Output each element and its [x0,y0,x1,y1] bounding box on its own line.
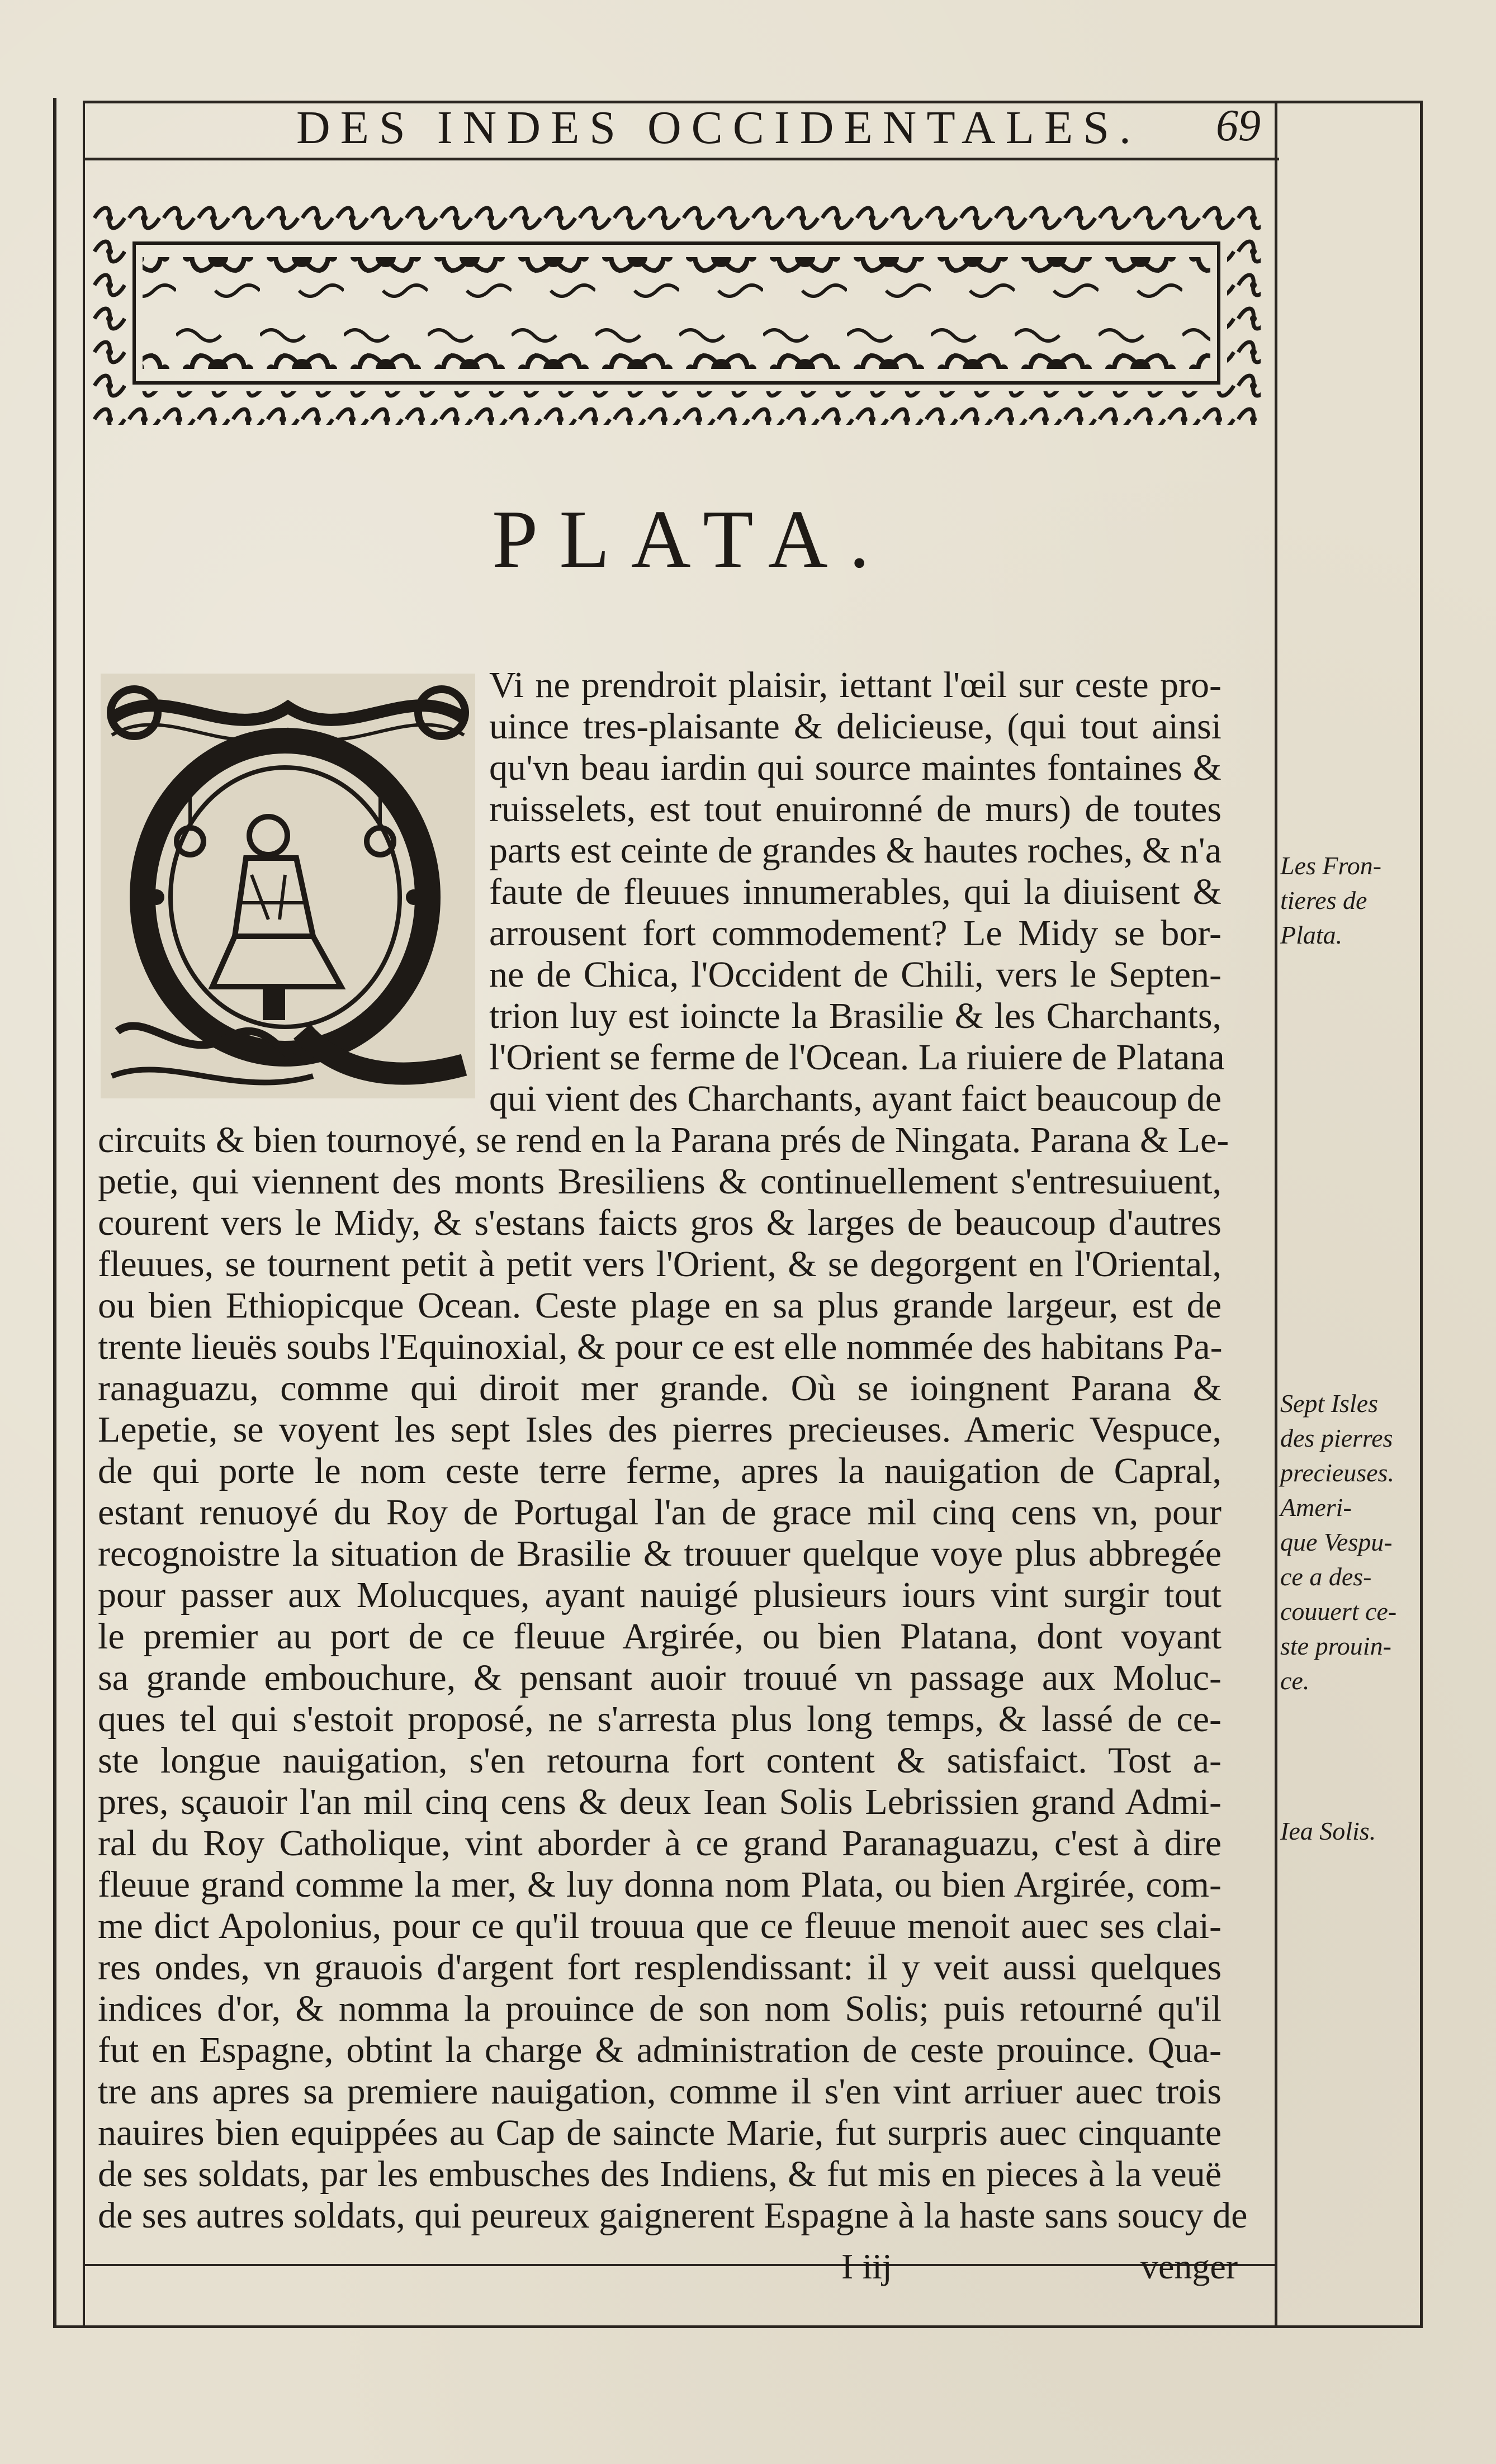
frame-bottom [56,2325,1423,2328]
catchword: venger [1140,2247,1238,2286]
text-line: tre ans apres sa premiere nauigation, comme il s'en vint arriuer auec trois [98,2071,1222,2112]
margin-note-line: Plata. [1280,921,1343,949]
text-line: sa grande embouchure, & pensant auoir trouué vn passage aux Moluc- [98,1657,1222,1698]
margin-note-line: que Vespu- [1280,1528,1393,1556]
text-line: recognoistre la situation de Brasilie & trouuer quelque voye plus abbregée [98,1533,1222,1574]
margin-note-line: Iea Solis. [1280,1817,1376,1845]
margin-note-sept-isles [1280,1386,1396,1698]
footer-rule [84,2264,1277,2266]
text-line: parts est ceinte de grandes & hautes roches, & n'a [489,830,1222,871]
margin-note-line: tieres de [1280,886,1367,914]
margin-note-line: Les Fron- [1280,851,1382,880]
text-line: l'Orient se ferme de l'Ocean. La riuiere de Platana [489,1037,1225,1078]
text-line: uince tres-plaisante & delicieuse, (qui tout ainsi [489,706,1222,747]
text-line: qui vient des Charchants, ayant faict beaucoup de [489,1078,1222,1119]
text-line: ou bien Ethiopicque Ocean. Ceste plage en sa plus grande largeur, est de [98,1285,1222,1326]
text-line: ranaguazu, comme qui diroit mer grande. Où se ioingnent Parana & [98,1368,1222,1409]
text-line: fleuues, se tournent petit à petit vers l'Orient, & se degorgent en l'Oriental, [98,1244,1222,1285]
text-line: courent vers le Midy, & s'estans faicts gros & larges de beaucoup d'autres [98,1202,1222,1243]
margin-note-line: Ameri- [1280,1493,1352,1522]
margin-note-line: precieuses. [1280,1458,1394,1487]
margin-note-solis [1280,1814,1376,1849]
page-number: 69 [1216,101,1261,150]
historiated-initial-q-icon [101,674,475,1098]
text-line: de ses soldats, par les embusches des Indiens, & fut mis en pieces à la veuë [98,2154,1222,2195]
text-line: ne de Chica, l'Occident de Chili, vers le Septen- [489,954,1222,995]
text-line: faute de fleuues innumerables, qui la diuisent & [489,871,1222,912]
text-line: de ses autres soldats, qui peureux gaignerent Espagne à la haste sans soucy de [98,2195,1248,2236]
text-line: pres, sçauoir l'an mil cinq cens & deux Iean Solis Lebrissien grand Admi- [98,1781,1222,1822]
text-line: trion luy est ioincte la Brasilie & les Charchants, [489,996,1222,1036]
running-head: DES INDES OCCIDENTALES. [296,102,1141,154]
text-line: Vi ne prendroit plaisir, iettant l'œil sur ceste pro- [489,665,1222,705]
text-line: le premier au port de ce fleuue Argirée, ou bien Platana, dont voyant [98,1616,1222,1657]
text-line: estant renuoyé du Roy de Portugal l'an de grace mil cinq cens vn, pour [98,1492,1222,1533]
ornamental-headpiece [92,201,1261,425]
margin-note-frontieres [1280,849,1381,953]
text-line: Lepetie, se voyent les sept Isles des pierres precieuses. Americ Vespuce, [98,1409,1222,1450]
text-line: arrousent fort commodement? Le Midy se bor- [489,913,1222,954]
text-line: petie, qui viennent des monts Bresiliens & continuellement s'entresuiuent, [98,1161,1222,1202]
text-line: ruisselets, est tout enuironné de murs) de toutes [489,789,1222,830]
margin-note-line: couuert ce- [1280,1597,1397,1626]
text-line: ral du Roy Catholique, vint aborder à ce grand Paranaguazu, c'est à dire [98,1823,1222,1864]
frame-left-outer [53,98,56,2328]
text-line: ste longue nauigation, s'en retourna fort content & satisfaict. Tost a- [98,1740,1222,1781]
frame-left-inner [83,103,85,2328]
text-line: fut en Espagne, obtint la charge & administration de ceste prouince. Qua- [98,2030,1222,2070]
text-line: nauires bien equippées au Cap de saincte Marie, fut surpris auec cinquante [98,2112,1222,2153]
text-line: circuits & bien tournoyé, se rend en la Parana prés de Ningata. Parana & Le- [98,1120,1229,1160]
margin-note-line: ce. [1280,1666,1310,1695]
margin-note-line: des pierres [1280,1424,1393,1452]
text-line: me dict Apolonius, pour ce qu'il trouua que ce fleuue menoit auec ses clai- [98,1906,1222,1946]
margin-note-line: ce a des- [1280,1562,1372,1591]
chapter-title: PLATA. [492,494,891,585]
text-line: res ondes, vn grauois d'argent fort resplendissant: il y veit aussi quelques [98,1947,1222,1988]
text-line: fleuue grand comme la mer, & luy donna nom Plata, ou bien Argirée, com- [98,1864,1222,1905]
text-line: ques tel qui s'estoit proposé, ne s'arresta plus long temps, & lassé de ce- [98,1699,1222,1740]
text-line: de qui porte le nom ceste terre ferme, apres la nauigation de Capral, [98,1451,1222,1491]
text-line: qu'vn beau iardin qui source maintes fontaines & [489,747,1222,788]
text-line: pour passer aux Molucques, ayant nauigé plusieurs iours vint surgir tout [98,1575,1222,1615]
margin-note-line: ste prouin- [1280,1632,1391,1660]
frame-text-right [1275,101,1277,2328]
margin-note-line: Sept Isles [1280,1389,1379,1418]
text-line: trente lieuës soubs l'Equinoxial, & pour ce est elle nommée des habitans Pa- [98,1326,1223,1367]
signature-mark: I iij [841,2247,892,2286]
header-rule [83,158,1279,160]
text-line: indices d'or, & nomma la prouince de son nom Solis; puis retourné qu'il [98,1988,1222,2029]
frame-right-outer [1420,101,1423,2328]
